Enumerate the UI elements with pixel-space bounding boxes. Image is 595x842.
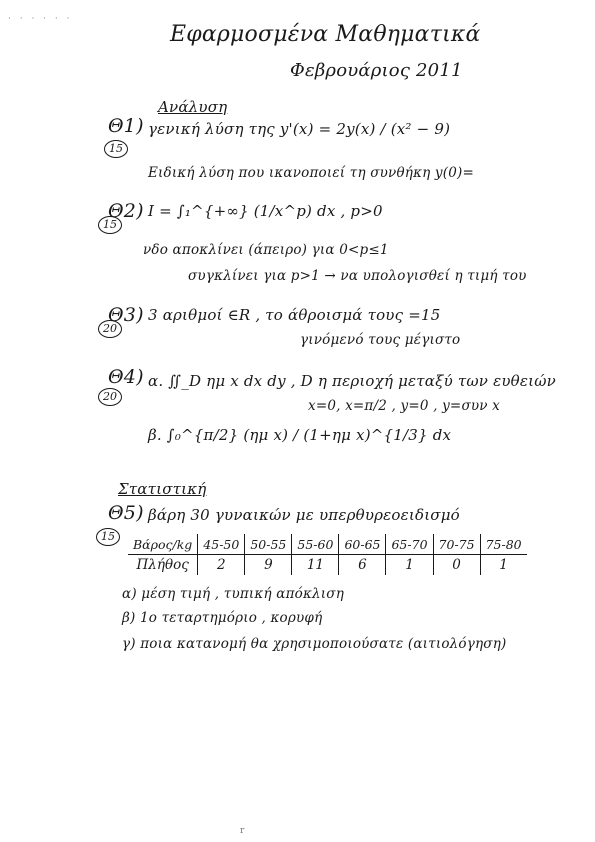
- table-cell: 55-60: [292, 534, 339, 555]
- question-5b: β) 1ο τεταρτημόριο , κορυφή: [122, 610, 323, 626]
- question-3-points: 20: [98, 320, 122, 338]
- scan-specks: · · · · · ·: [8, 14, 73, 24]
- question-3-max-product: γινόμενό τους μέγιστο: [300, 332, 461, 348]
- table-cell: 1: [386, 555, 433, 576]
- footer-mark: r: [240, 826, 245, 836]
- question-2-integral: I = ∫₁^{+∞} (1/x^p) dx , p>0: [148, 202, 383, 220]
- question-5c: γ) ποια κατανομή θα χρησιμοποιούσατε (αιτιολόγηση): [122, 636, 507, 652]
- question-4b-integral: β. ∫₀^{π/2} (ημ x) / (1+ημ x)^{1/3} dx: [148, 426, 452, 444]
- exam-date: Φεβρουάριος 2011: [290, 60, 463, 81]
- question-4-points: 20: [98, 388, 122, 406]
- table-row-label: Πλήθος: [136, 557, 189, 573]
- question-2-label: Θ2): [108, 200, 144, 222]
- question-4a-bounds: x=0, x=π/2 , y=0 , y=συν x: [308, 398, 500, 414]
- question-4-label: Θ4): [108, 366, 144, 388]
- table-cell: 9: [245, 555, 292, 576]
- question-5a: α) μέση τιμή , τυπική απόκλιση: [122, 586, 344, 602]
- table-cell: 0: [433, 555, 480, 576]
- table-cell: 1: [480, 555, 527, 576]
- weight-frequency-table: [128, 534, 527, 575]
- question-2-points: 15: [98, 216, 122, 234]
- question-1-label: Θ1): [108, 115, 144, 137]
- page-title: Εφαρμοσμένα Μαθηματικά: [170, 22, 481, 47]
- table-cell: 2: [198, 555, 245, 576]
- section-heading-analysis: Ανάλυση: [158, 98, 228, 116]
- question-3-label: Θ3): [108, 304, 144, 326]
- table-row-count: [128, 555, 527, 576]
- table-cell: 6: [339, 555, 386, 576]
- question-5-text: βάρη 30 γυναικών με υπερθυρεοειδισμό: [148, 506, 460, 524]
- table-cell: 75-80: [480, 534, 527, 555]
- table-cell: 60-65: [339, 534, 386, 555]
- table-cell: 50-55: [245, 534, 292, 555]
- table-cell: 70-75: [433, 534, 480, 555]
- question-5-label: Θ5): [108, 502, 144, 524]
- question-5-points: 15: [96, 528, 120, 546]
- table-cell: 45-50: [198, 534, 245, 555]
- question-2-divergence: νδο αποκλίνει (άπειρο) για 0<p≤1: [143, 242, 389, 258]
- section-heading-statistics: Στατιστική: [118, 480, 207, 498]
- table-row-label: Βάρος/kg: [128, 534, 198, 555]
- table-cell: 65-70: [386, 534, 433, 555]
- table-row-weight: [128, 534, 527, 555]
- question-4a-text: α. ∬_D ημ x dx dy , D η περιοχή μεταξύ των ευθειών: [148, 372, 556, 390]
- table-cell: 11: [292, 555, 339, 576]
- question-1-condition: Ειδική λύση που ικανοποιεί τη συνθήκη y(0)=: [148, 165, 474, 181]
- question-1-points: 15: [104, 140, 128, 158]
- question-2-convergence: συγκλίνει για p>1 → να υπολογισθεί η τιμή του: [188, 268, 527, 284]
- question-3-text: 3 αριθμοί ∈R , το άθροισμά τους =15: [148, 306, 441, 324]
- question-1-text: γενική λύση της y'(x) = 2y(x) / (x² − 9): [148, 120, 451, 138]
